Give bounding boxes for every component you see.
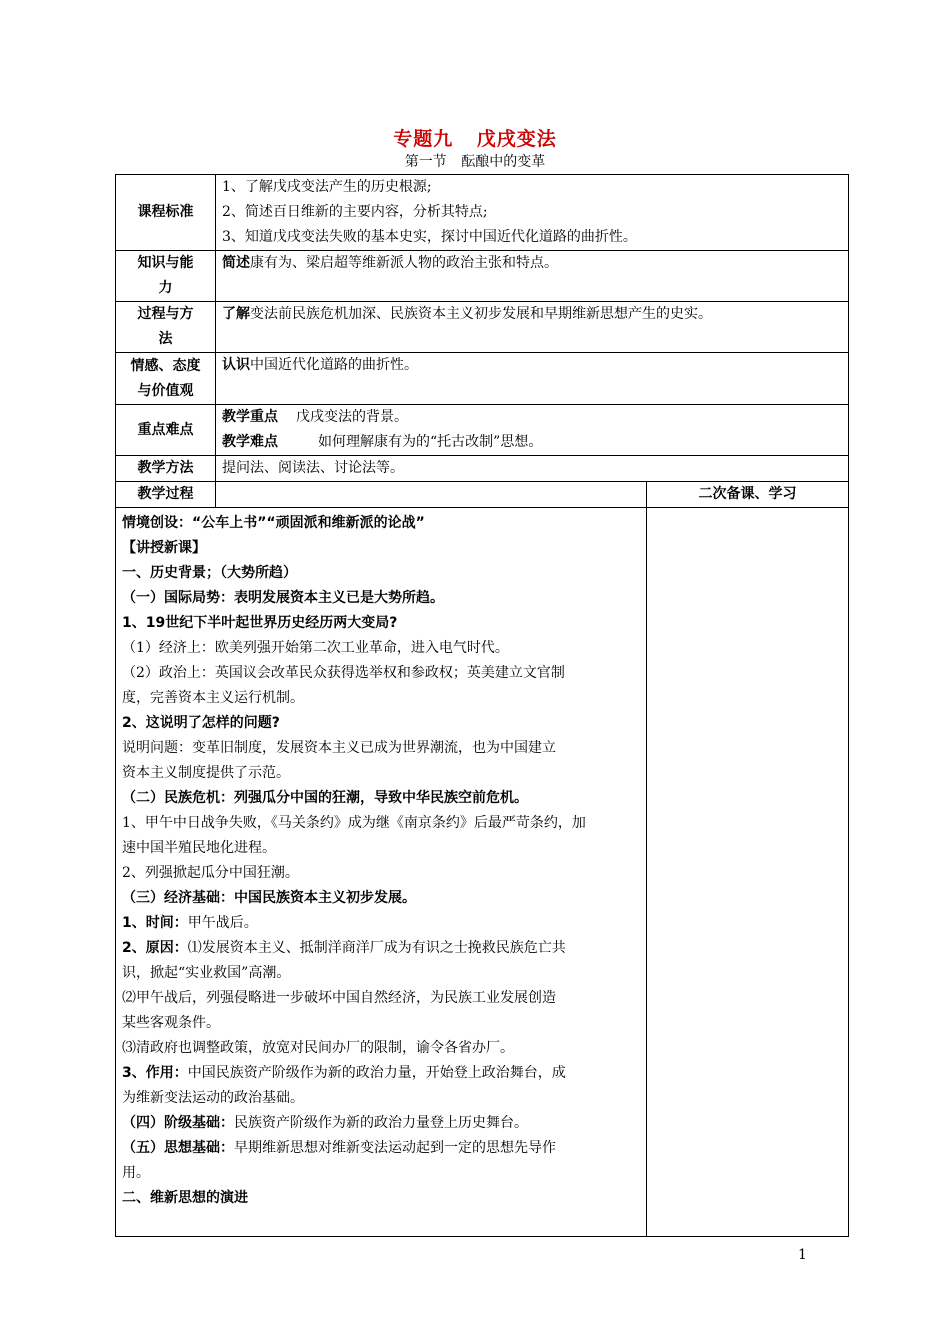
body-line: （一）国际局势：表明发展资本主义已是大势所趋。 (122, 590, 444, 606)
process-verb: 了解 (222, 306, 250, 322)
knowledge-text: 康有为、梁启超等维新派人物的政治主张和特点。 (250, 255, 558, 271)
body-line: （2）政治上：英国议会改革民众获得选举权和参政权；英美建立文官制 (122, 665, 565, 681)
body-line: 情境创设：“公车上书”“顽固派和维新派的论战” (122, 515, 425, 531)
row-key-difficulty (116, 405, 849, 456)
row-teaching-process-header (116, 482, 849, 508)
label-course-standard: 课程标准 (116, 175, 216, 251)
body-line (122, 1111, 640, 1136)
focus-line (222, 405, 842, 430)
process-content (216, 302, 849, 353)
body-text: 甲午战后。 (187, 915, 258, 931)
lesson-plan-table (115, 174, 849, 1237)
body-line: 1、甲午中日战争失败，《马关条约》成为继《南京条约》后最严苛条约，加 (122, 815, 586, 831)
focus-text: 戊戌变法的背景。 (296, 409, 408, 425)
teaching-method-content: 提问法、阅读法、讨论法等。 (216, 456, 849, 482)
body-line: （1）经济上：欧美列强开始第二次工业革命，进入电气时代。 (122, 640, 509, 656)
section-subtitle: 第一节 酝酿中的变革 (404, 154, 546, 170)
label-key-difficulty: 重点难点 (116, 405, 216, 456)
body-line: ⑶清政府也调整政策，放宽对民间办厂的限制，谕令各省办厂。 (122, 1040, 514, 1056)
label-emotion-line-1: 情感、态度 (130, 357, 201, 374)
body-bold: 1、时间： (122, 915, 188, 931)
body-bold: （五）思想基础： (122, 1140, 234, 1156)
row-process-method (116, 302, 849, 353)
teaching-body (116, 508, 647, 1237)
standard-line-2: 2、简述百日维新的主要内容，分析其特点; (222, 204, 488, 220)
standard-line-3: 3、知道戊戌变法失败的基本史实，探讨中国近代化道路的曲折性。 (222, 229, 637, 245)
body-line: 1、19世纪下半叶起世界历史经历两大变局? (122, 615, 398, 631)
body-line: 2、列强掀起瓜分中国狂潮。 (122, 865, 299, 881)
course-standard-content (216, 175, 849, 251)
body-heading: 二、维新思想的演进 (122, 1190, 248, 1206)
difficulty-line (222, 430, 842, 455)
body-line: 为维新变法运动的政治基础。 (122, 1090, 304, 1106)
body-line: （二）民族危机：列强瓜分中国的狂潮，导致中华民族空前危机。 (122, 790, 528, 806)
emotion-content (216, 353, 849, 405)
emotion-verb: 认识 (222, 357, 250, 373)
label-second-preparation: 二次备课、学习 (647, 482, 849, 508)
standard-line-1: 1、了解戊戌变法产生的历史根源; (222, 179, 432, 195)
body-line (122, 1136, 640, 1161)
body-line (122, 911, 640, 936)
body-text: 民族资产阶级作为新的政治力量登上历史舞台。 (234, 1115, 528, 1131)
second-preparation-notes (647, 508, 849, 1237)
label-process-line-2: 法 (158, 331, 173, 347)
row-teaching-method (116, 456, 849, 482)
body-heading: 一、历史背景；（大势所趋） (122, 565, 297, 581)
body-line: 用。 (122, 1165, 150, 1181)
body-line: 资本主义制度提供了示范。 (122, 765, 290, 781)
process-text: 变法前民族危机加深、民族资本主义初步发展和早期维新思想产生的史实。 (250, 306, 712, 322)
knowledge-verb: 简述 (222, 255, 250, 271)
body-text: 早期维新思想对维新变法运动起到一定的思想先导作 (234, 1140, 556, 1156)
body-line (122, 1061, 640, 1086)
body-bold: 2、原因： (122, 940, 188, 956)
body-line: 识，掀起“实业救国”高潮。 (122, 965, 291, 981)
label-knowledge-line-1: 知识与能 (137, 255, 194, 271)
focus-label: 教学重点 (222, 409, 278, 425)
label-emotion-line-2: 与价值观 (137, 382, 194, 399)
teaching-process-blank (216, 482, 647, 508)
body-bold: （四）阶级基础： (122, 1115, 234, 1131)
body-line: 某些客观条件。 (122, 1015, 220, 1031)
row-teaching-body (116, 508, 849, 1237)
body-line: ⑵甲午战后，列强侵略进一步破坏中国自然经济，为民族工业发展创造 (122, 990, 556, 1006)
row-knowledge (116, 251, 849, 302)
label-process-line-1: 过程与方 (137, 306, 194, 322)
body-line: 2、这说明了怎样的问题? (122, 715, 280, 731)
knowledge-content (216, 251, 849, 302)
page-number: 1 (798, 1247, 807, 1263)
body-text: ⑴发展资本主义、抵制洋商洋厂成为有识之士挽救民族危亡共 (187, 940, 566, 956)
body-line (122, 936, 640, 961)
label-knowledge (116, 251, 216, 302)
body-text: 中国民族资产阶级作为新的政治力量，开始登上政治舞台，成 (187, 1065, 566, 1081)
label-process-method (116, 302, 216, 353)
document-title: 专题九 戊戌变法 (393, 128, 557, 150)
row-emotion (116, 353, 849, 405)
body-bold: 3、作用： (122, 1065, 188, 1081)
label-teaching-process: 教学过程 (116, 482, 216, 508)
row-course-standard (116, 175, 849, 251)
body-line: 速中国半殖民地化进程。 (122, 840, 276, 856)
difficulty-text: 如何理解康有为的“托古改制”思想。 (318, 434, 543, 450)
body-line: 说明问题：变革旧制度，发展资本主义已成为世界潮流，也为中国建立 (122, 740, 556, 756)
body-line: 度，完善资本主义运行机制。 (122, 690, 304, 706)
body-line: 【讲授新课】 (122, 540, 206, 556)
label-knowledge-line-2: 力 (158, 280, 173, 296)
label-teaching-method: 教学方法 (116, 456, 216, 482)
label-emotion (116, 353, 216, 405)
emotion-text: 中国近代化道路的曲折性。 (250, 357, 418, 373)
body-line: （三）经济基础：中国民族资本主义初步发展。 (122, 890, 416, 906)
key-difficulty-content (216, 405, 849, 456)
difficulty-label: 教学难点 (222, 434, 278, 450)
